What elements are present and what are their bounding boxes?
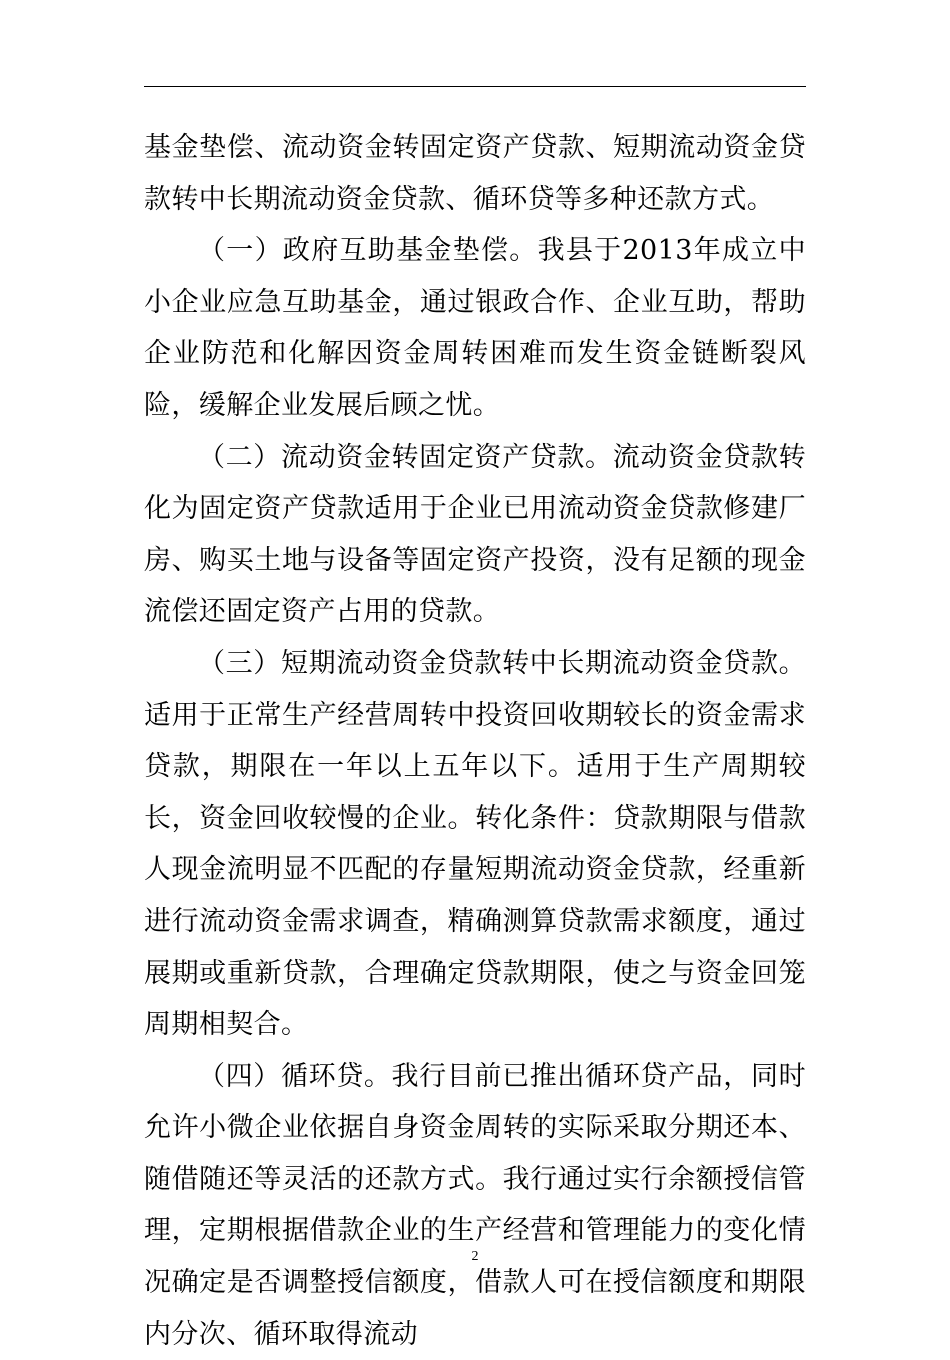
page-number: 2	[471, 1249, 479, 1264]
paragraph-item-4: （四）循环贷。我行目前已推出循环贷产品，同时允许小微企业依据自身资金周转的实际采取分期还本、随借随还等灵活的还款方式。我行通过实行余额授信管理，定期根据借款企业的生产经营和管理能力的变化情况确定是否调整授信额度，借款人可在授信额度和期限内分次、循环取得流动	[144, 1060, 806, 1350]
header-rule	[144, 86, 806, 87]
paragraph-item-1: （一）政府互助基金垫偿。我县于2013年成立中小企业应急互助基金，通过银政合作、企业互助，帮助企业防范和化解因资金周转困难而发生资金链断裂风险，缓解企业发展后顾之忧。	[144, 235, 806, 421]
paragraph-item-3: （三）短期流动资金贷款转中长期流动资金贷款。适用于正常生产经营周转中投资回收期较长的资金需求贷款，期限在一年以上五年以下。适用于生产周期较长，资金回收较慢的企业。转化条件：贷款期限与借款人现金流明显不匹配的存量短期流动资金贷款，经重新进行流动资金需求调查，精确测算贷款需求额度，通过展期或重新贷款，合理确定贷款期限，使之与资金回笼周期相契合。	[144, 647, 806, 1041]
paragraph-continuation: 基金垫偿、流动资金转固定资产贷款、短期流动资金贷款转中长期流动资金贷款、循环贷等多种还款方式。	[144, 132, 806, 215]
paragraph-item-2: （二）流动资金转固定资产贷款。流动资金贷款转化为固定资产贷款适用于企业已用流动资金贷款修建厂房、购买土地与设备等固定资产投资，没有足额的现金流偿还固定资产占用的贷款。	[144, 441, 806, 628]
document-body	[144, 122, 806, 1360]
